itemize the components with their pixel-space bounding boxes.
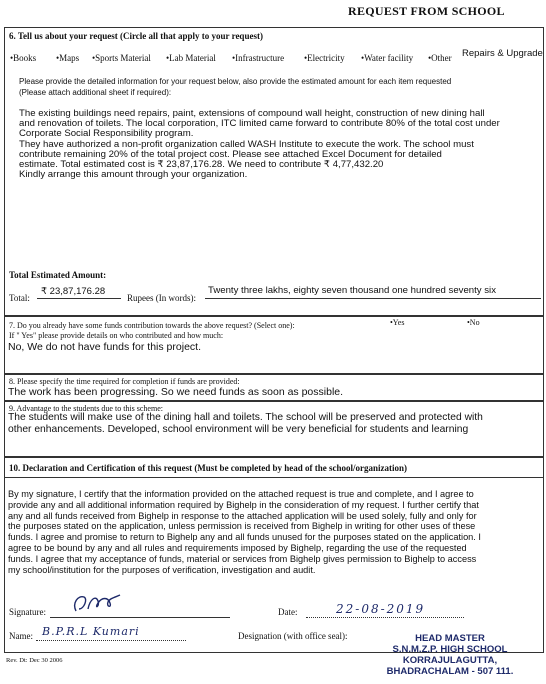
signature-line — [50, 617, 230, 618]
declaration-line: provide any and all additional information required by Bighelp in the consideration of my request. I further certify that — [8, 499, 479, 510]
request-details — [19, 109, 539, 180]
date-label: Date: — [278, 607, 298, 617]
option-yes[interactable]: •Yes — [390, 318, 405, 327]
option-water-facility[interactable]: •Water facility — [361, 53, 414, 63]
option-other[interactable]: •Other — [428, 53, 452, 63]
answer-line: The students will make use of the dining hall and toilets. The school will be preserved and protected with — [8, 412, 483, 423]
section-9-answer — [8, 412, 483, 435]
declaration-line: my school/institution for the purposes of verification, investigation and audit. — [8, 564, 316, 575]
words-value: Twenty three lakhs, eighty seven thousand one hundred seventy six — [208, 285, 496, 296]
option-maps[interactable]: •Maps — [56, 53, 80, 63]
detail-line: They have authorized a non-profit organization called WASH Institute to execute the work. The school must — [19, 138, 474, 150]
request-options — [10, 48, 546, 67]
option-infrastructure[interactable]: •Infrastructure — [232, 53, 285, 63]
name-line — [36, 640, 186, 641]
option-lab-material[interactable]: •Lab Material — [166, 53, 216, 63]
revision-date: Rev. Dt: Dec 30 2006 — [6, 657, 63, 664]
signature-label: Signature: — [9, 607, 46, 617]
section-7-answer: No, We do not have funds for this project. — [8, 341, 201, 353]
instruction-line-1: Please provide the detailed information for your request below, also provide the estimated amount for each item requested — [19, 77, 452, 86]
answer-line: other enhancements. Developed, school environment will be very beneficial for students and learning — [8, 423, 469, 435]
other-value: Repairs & Upgrade — [462, 48, 543, 59]
name-label: Name: — [9, 631, 33, 641]
detail-line: The existing buildings need repairs, paint, extensions of compound wall height, construction of new dining hall — [19, 108, 485, 119]
name-value: B.P.R.L Kumari — [42, 625, 140, 638]
instruction-line-2: (Please attach additional sheet if required): — [19, 88, 172, 97]
total-value: ₹ 23,87,176.28 — [41, 286, 106, 297]
seal-line: BHADRACHALAM - 507 111. — [386, 666, 514, 677]
detail-line: Corporate Social Responsibility program. — [19, 128, 194, 140]
option-no[interactable]: •No — [467, 318, 480, 327]
seal-line: KORRAJULAGUTTA, — [402, 655, 498, 666]
section-6-heading: 6. Tell us about your request (Circle all that apply to your request) — [9, 31, 263, 41]
declaration-line: any and all funds received from Bighelp in response to the attached application will be used solely, fully and only for — [8, 510, 477, 521]
declaration-line: agree to be bound by any and all rules and requirements imposed by Bighelp, regarding the use of the requested — [8, 542, 467, 553]
seal-line: HEAD MASTER — [415, 633, 485, 644]
declaration-line: By my signature, I certify that the information provided on the attached request is true and complete, and I agree to — [8, 489, 474, 499]
section-7-sub: If " Yes" please provide details on who contributed and how much: — [9, 331, 224, 340]
total-heading: Total Estimated Amount: — [9, 270, 107, 280]
seal-line: S.N.M.Z.P. HIGH SCHOOL — [392, 644, 508, 655]
total-line — [37, 298, 121, 299]
date-line — [306, 617, 464, 618]
section-8-answer: The work has been progressing. So we need funds as soon as possible. — [8, 386, 344, 398]
declaration-line: the purposes stated on the application, unless permission is received from Bighelp in writing for other uses of these — [8, 521, 476, 532]
total-label: Total: — [9, 293, 30, 303]
words-line — [205, 298, 541, 299]
designation-label: Designation (with office seal): — [238, 631, 348, 641]
signature-scribble — [70, 589, 130, 617]
section-10-heading-rule — [4, 477, 544, 478]
detail-line: and renovation of toilets. The local corporation, ITC limited came forward to contribute 80% of the total cost under — [19, 118, 500, 130]
detail-line: estimate. Total estimated cost is ₹ 23,87,176.28. We need to contribute ₹ 4,77,432.20 — [19, 159, 384, 171]
date-value: 22-08-2019 — [336, 602, 426, 616]
declaration-line: funds. I agree that my acceptance of funds, material or services from Bighelp gives permission to Bighelp to access — [8, 553, 477, 564]
declaration-line: funds. I agree and promise to return to Bighelp any and all funds unused for the purposes stated on the application. I — [8, 532, 481, 543]
section-9-question: 9. Advantage to the students due to this scheme: — [9, 404, 163, 413]
detail-line: Kindly arrange this amount through your organization. — [19, 169, 248, 181]
office-seal — [360, 633, 540, 677]
section-10-heading: 10. Declaration and Certification of this request (Must be completed by head of the school/organization) — [9, 463, 408, 473]
detail-line: contribute remaining 20% of the total project cost. Please see attached Excel Document for detailed — [19, 148, 442, 160]
declaration-text — [8, 489, 481, 575]
section-8-question: 8. Please specify the time required for completion if funds are provided: — [9, 377, 240, 386]
option-books[interactable]: •Books — [10, 53, 37, 63]
option-electricity[interactable]: •Electricity — [304, 53, 345, 63]
form-title: REQUEST FROM SCHOOL — [348, 4, 505, 18]
words-label: Rupees (In words): — [127, 293, 196, 303]
option-sports-material[interactable]: •Sports Material — [92, 53, 151, 63]
section-7-question: 7. Do you already have some funds contribution towards the above request? (Select one): — [9, 321, 295, 330]
